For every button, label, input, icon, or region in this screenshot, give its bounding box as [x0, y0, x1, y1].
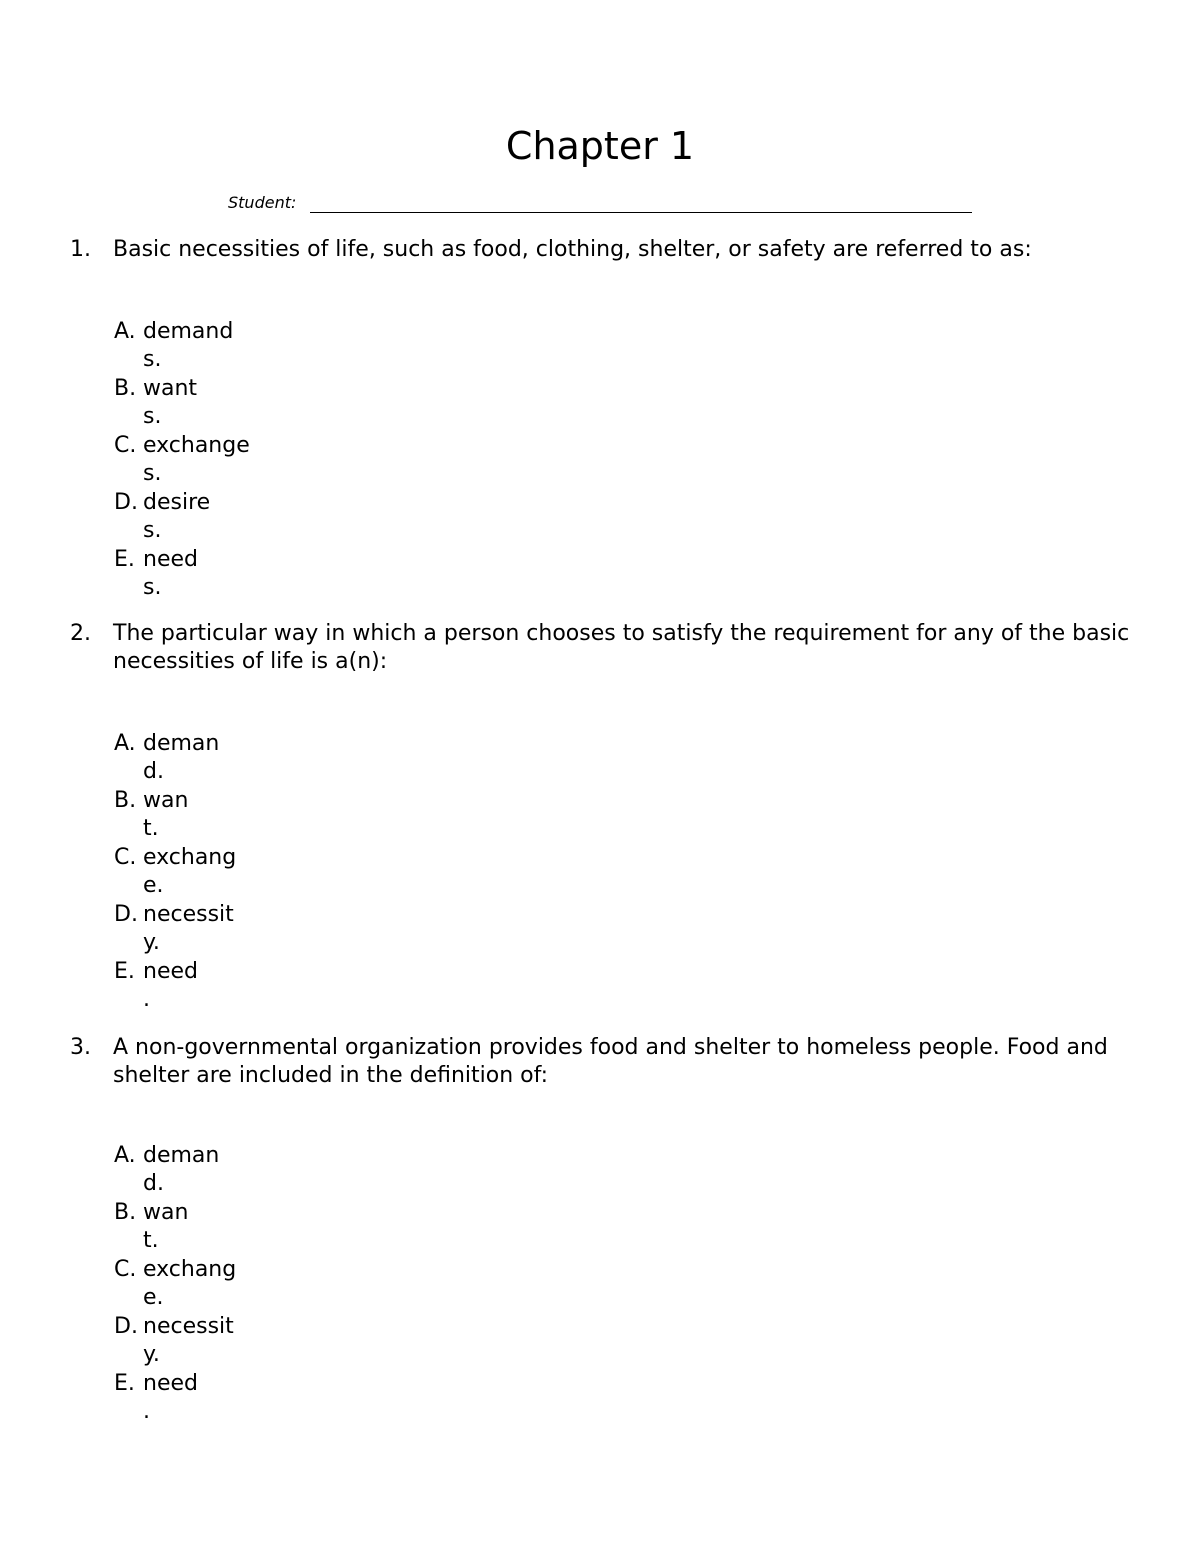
- choice-c: [114, 432, 414, 489]
- choice-letter: C.: [114, 845, 137, 870]
- choice-b: [114, 1199, 414, 1256]
- choice-text-continued: s.: [143, 575, 162, 600]
- choice-text: wan: [143, 1200, 189, 1225]
- choice-d: [114, 489, 414, 546]
- choice-text-continued: y.: [143, 930, 160, 955]
- choice-c: [114, 844, 414, 901]
- choice-text: need: [143, 959, 198, 984]
- question-number: 2.: [70, 621, 91, 646]
- question-text: A non-governmental organization provides food and shelter to homeless people. Food and shelter are included in the definition of:: [113, 1035, 1108, 1088]
- question-number: 3.: [70, 1035, 91, 1060]
- student-name-blank-line: [310, 212, 972, 213]
- choice-letter: B.: [114, 376, 137, 401]
- question-3-choices: [114, 1142, 414, 1427]
- student-label: Student:: [228, 193, 297, 212]
- choice-a: [114, 730, 414, 787]
- choice-text: need: [143, 1371, 198, 1396]
- choice-b: [114, 375, 414, 432]
- choice-text-continued: s.: [143, 518, 162, 543]
- choice-text-continued: s.: [143, 347, 162, 372]
- choice-letter: E.: [114, 547, 135, 572]
- page-title: Chapter 1: [505, 124, 695, 168]
- choice-text-continued: t.: [143, 1228, 159, 1253]
- choice-text: demand: [143, 319, 234, 344]
- question-2-choices: [114, 730, 414, 1015]
- question-text: The particular way in which a person chooses to satisfy the requirement for any of the basic necessities of life is a(n):: [113, 621, 1130, 674]
- choice-text-continued: s.: [143, 461, 162, 486]
- choice-text-continued: d.: [143, 1171, 164, 1196]
- choice-a: [114, 1142, 414, 1199]
- choice-text: exchang: [143, 845, 237, 870]
- choice-text: want: [143, 376, 198, 401]
- choice-letter: D.: [114, 1314, 138, 1339]
- choice-letter: B.: [114, 1200, 137, 1225]
- choice-d: [114, 1313, 414, 1370]
- choice-letter: E.: [114, 959, 135, 984]
- choice-text-continued: y.: [143, 1342, 160, 1367]
- question-text: Basic necessities of life, such as food, clothing, shelter, or safety are referred to as:: [113, 237, 1032, 262]
- choice-text-continued: t.: [143, 816, 159, 841]
- choice-text: desire: [143, 490, 211, 515]
- choice-text-continued: e.: [143, 1285, 164, 1310]
- choice-c: [114, 1256, 414, 1313]
- choice-letter: E.: [114, 1371, 135, 1396]
- choice-text-continued: e.: [143, 873, 164, 898]
- choice-d: [114, 901, 414, 958]
- choice-text: deman: [143, 1143, 220, 1168]
- choice-letter: C.: [114, 1257, 137, 1282]
- choice-text-continued: .: [143, 1399, 150, 1424]
- choice-letter: A.: [114, 731, 136, 756]
- choice-text: necessit: [143, 1314, 234, 1339]
- choice-b: [114, 787, 414, 844]
- choice-letter: D.: [114, 490, 138, 515]
- choice-text: exchang: [143, 1257, 237, 1282]
- choice-e: [114, 958, 414, 1015]
- choice-letter: B.: [114, 788, 137, 813]
- choice-text-continued: s.: [143, 404, 162, 429]
- question-number: 1.: [70, 237, 91, 262]
- choice-letter: A.: [114, 319, 136, 344]
- student-name-row: [228, 192, 974, 216]
- choice-e: [114, 1370, 414, 1427]
- choice-e: [114, 546, 414, 603]
- choice-letter: C.: [114, 433, 137, 458]
- choice-text: wan: [143, 788, 189, 813]
- choice-text: need: [143, 547, 198, 572]
- choice-text: deman: [143, 731, 220, 756]
- choice-text: exchange: [143, 433, 250, 458]
- choice-text-continued: .: [143, 987, 150, 1012]
- choice-letter: D.: [114, 902, 138, 927]
- choice-text: necessit: [143, 902, 234, 927]
- choice-a: [114, 318, 414, 375]
- choice-letter: A.: [114, 1143, 136, 1168]
- choice-text-continued: d.: [143, 759, 164, 784]
- question-1-choices: [114, 318, 414, 603]
